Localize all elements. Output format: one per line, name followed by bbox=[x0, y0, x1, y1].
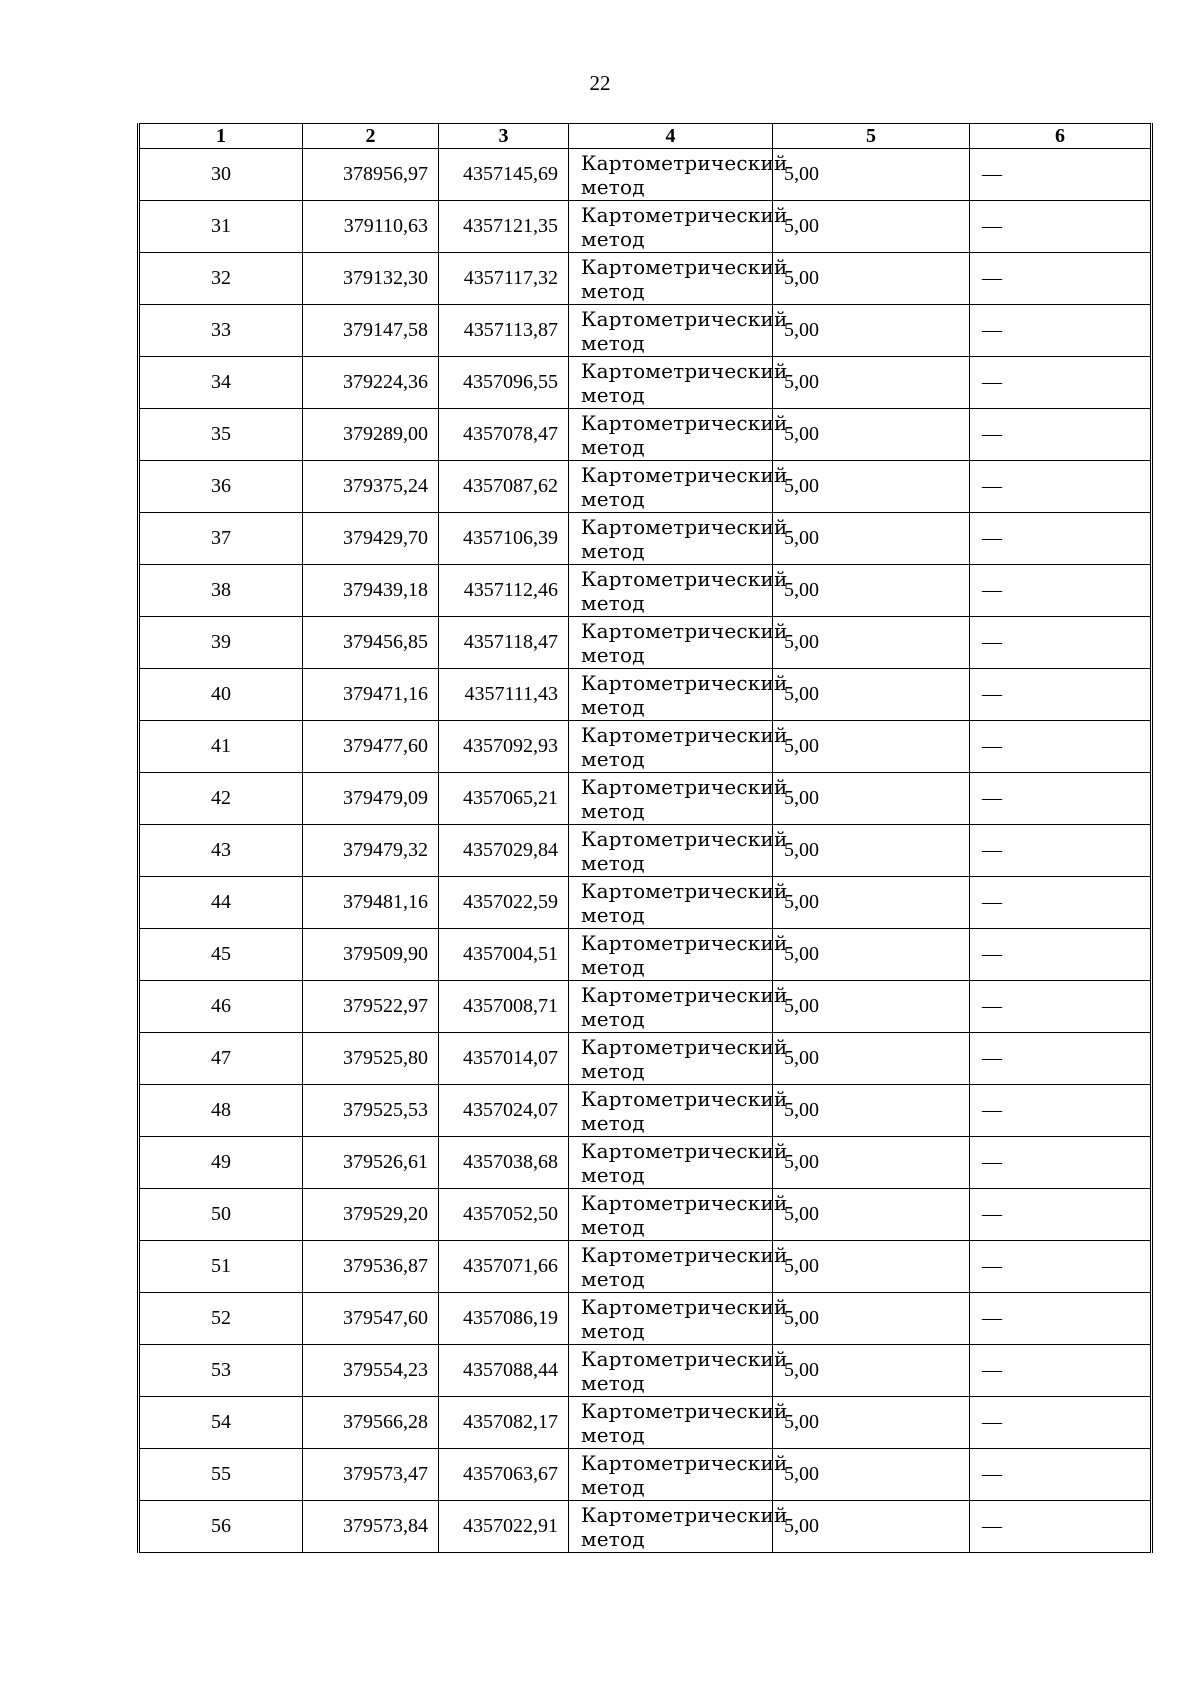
note-cell: — bbox=[970, 409, 1152, 461]
method-line-2: метод bbox=[581, 1318, 645, 1343]
x-coordinate-cell: 379224,36 bbox=[303, 357, 439, 409]
y-coordinate-cell: 4357004,51 bbox=[439, 929, 569, 981]
method-cell bbox=[569, 981, 788, 1033]
accuracy-cell: 5,00 bbox=[773, 1241, 970, 1293]
method-line-2: метод bbox=[581, 1006, 645, 1031]
point-number-cell: 33 bbox=[139, 305, 303, 357]
note-cell: — bbox=[970, 617, 1152, 669]
method-line-1: Картометрический bbox=[581, 254, 788, 279]
method-line-2: метод bbox=[581, 902, 645, 927]
method-line-2: метод bbox=[581, 1162, 645, 1187]
method-line-2: метод bbox=[581, 226, 645, 251]
note-cell: — bbox=[970, 721, 1152, 773]
note-cell: — bbox=[970, 877, 1152, 929]
method-line-1: Картометрический bbox=[581, 670, 788, 695]
note-cell: — bbox=[970, 825, 1152, 877]
table-row bbox=[139, 565, 1152, 617]
method-line-2: метод bbox=[581, 434, 645, 459]
table-row bbox=[139, 461, 1152, 513]
table-row bbox=[139, 201, 1152, 253]
column-header-1: 1 bbox=[139, 124, 303, 149]
page-number: 22 bbox=[589, 71, 611, 95]
method-line-2: метод bbox=[581, 954, 645, 979]
method-line-2: метод bbox=[581, 174, 645, 199]
method-line-1: Картометрический bbox=[581, 1086, 788, 1111]
point-number-cell: 35 bbox=[139, 409, 303, 461]
method-line-1: Картометрический bbox=[581, 774, 788, 799]
y-coordinate-cell: 4357071,66 bbox=[439, 1241, 569, 1293]
method-cell bbox=[569, 409, 788, 461]
method-cell bbox=[569, 565, 788, 617]
y-coordinate-cell: 4357014,07 bbox=[439, 1033, 569, 1085]
accuracy-cell: 5,00 bbox=[773, 565, 970, 617]
method-cell bbox=[569, 305, 788, 357]
method-line-1: Картометрический bbox=[581, 982, 788, 1007]
method-line-2: метод bbox=[581, 1266, 645, 1291]
method-line-1: Картометрический bbox=[581, 202, 788, 227]
point-number-cell: 56 bbox=[139, 1501, 303, 1553]
note-cell: — bbox=[970, 929, 1152, 981]
y-coordinate-cell: 4357145,69 bbox=[439, 149, 569, 201]
table-row bbox=[139, 357, 1152, 409]
note-cell: — bbox=[970, 565, 1152, 617]
table-row bbox=[139, 1449, 1152, 1501]
accuracy-cell: 5,00 bbox=[773, 1449, 970, 1501]
point-number-cell: 32 bbox=[139, 253, 303, 305]
column-header-4: 4 bbox=[569, 124, 773, 149]
method-line-1: Картометрический bbox=[581, 1450, 788, 1475]
method-line-1: Картометрический bbox=[581, 930, 788, 955]
accuracy-cell: 5,00 bbox=[773, 981, 970, 1033]
y-coordinate-cell: 4357022,59 bbox=[439, 877, 569, 929]
method-line-2: метод bbox=[581, 642, 645, 667]
method-cell bbox=[569, 1033, 788, 1085]
method-line-1: Картометрический bbox=[581, 514, 788, 539]
method-line-2: метод bbox=[581, 1422, 645, 1447]
table-row bbox=[139, 1033, 1152, 1085]
method-cell bbox=[569, 1241, 788, 1293]
method-line-2: метод bbox=[581, 694, 645, 719]
point-number-cell: 48 bbox=[139, 1085, 303, 1137]
point-number-cell: 40 bbox=[139, 669, 303, 721]
table-row bbox=[139, 929, 1152, 981]
method-line-2: метод bbox=[581, 1110, 645, 1135]
column-header-3: 3 bbox=[439, 124, 569, 149]
method-line-2: метод bbox=[581, 1370, 645, 1395]
note-cell: — bbox=[970, 1397, 1152, 1449]
accuracy-cell: 5,00 bbox=[773, 877, 970, 929]
point-number-cell: 44 bbox=[139, 877, 303, 929]
note-cell: — bbox=[970, 1137, 1152, 1189]
x-coordinate-cell: 379147,58 bbox=[303, 305, 439, 357]
x-coordinate-cell: 379522,97 bbox=[303, 981, 439, 1033]
point-number-cell: 36 bbox=[139, 461, 303, 513]
y-coordinate-cell: 4357029,84 bbox=[439, 825, 569, 877]
table-row bbox=[139, 1189, 1152, 1241]
point-number-cell: 49 bbox=[139, 1137, 303, 1189]
method-line-2: метод bbox=[581, 278, 645, 303]
y-coordinate-cell: 4357086,19 bbox=[439, 1293, 569, 1345]
note-cell: — bbox=[970, 773, 1152, 825]
point-number-cell: 53 bbox=[139, 1345, 303, 1397]
point-number-cell: 39 bbox=[139, 617, 303, 669]
note-cell: — bbox=[970, 1449, 1152, 1501]
x-coordinate-cell: 379132,30 bbox=[303, 253, 439, 305]
accuracy-cell: 5,00 bbox=[773, 409, 970, 461]
method-line-2: метод bbox=[581, 1058, 645, 1083]
y-coordinate-cell: 4357087,62 bbox=[439, 461, 569, 513]
x-coordinate-cell: 379479,09 bbox=[303, 773, 439, 825]
y-coordinate-cell: 4357008,71 bbox=[439, 981, 569, 1033]
method-line-2: метод bbox=[581, 746, 645, 771]
method-line-1: Картометрический bbox=[581, 1294, 788, 1319]
method-line-1: Картометрический bbox=[581, 150, 788, 175]
table-row bbox=[139, 1397, 1152, 1449]
method-line-1: Картометрический bbox=[581, 1398, 788, 1423]
y-coordinate-cell: 4357063,67 bbox=[439, 1449, 569, 1501]
x-coordinate-cell: 379479,32 bbox=[303, 825, 439, 877]
x-coordinate-cell: 379110,63 bbox=[303, 201, 439, 253]
point-number-cell: 51 bbox=[139, 1241, 303, 1293]
method-line-1: Картометрический bbox=[581, 1346, 788, 1371]
y-coordinate-cell: 4357111,43 bbox=[439, 669, 569, 721]
accuracy-cell: 5,00 bbox=[773, 1345, 970, 1397]
x-coordinate-cell: 379529,20 bbox=[303, 1189, 439, 1241]
x-coordinate-cell: 379471,16 bbox=[303, 669, 439, 721]
note-cell: — bbox=[970, 1033, 1152, 1085]
accuracy-cell: 5,00 bbox=[773, 669, 970, 721]
note-cell: — bbox=[970, 1241, 1152, 1293]
accuracy-cell: 5,00 bbox=[773, 1137, 970, 1189]
x-coordinate-cell: 379429,70 bbox=[303, 513, 439, 565]
y-coordinate-cell: 4357121,35 bbox=[439, 201, 569, 253]
method-cell bbox=[569, 773, 788, 825]
method-line-1: Картометрический bbox=[581, 566, 788, 591]
method-line-1: Картометрический bbox=[581, 410, 788, 435]
method-line-1: Картометрический bbox=[581, 826, 788, 851]
point-number-cell: 55 bbox=[139, 1449, 303, 1501]
note-cell: — bbox=[970, 461, 1152, 513]
coordinates-table bbox=[137, 123, 1153, 1553]
method-line-2: метод bbox=[581, 330, 645, 355]
note-cell: — bbox=[970, 1345, 1152, 1397]
table-row bbox=[139, 409, 1152, 461]
point-number-cell: 50 bbox=[139, 1189, 303, 1241]
y-coordinate-cell: 4357038,68 bbox=[439, 1137, 569, 1189]
y-coordinate-cell: 4357088,44 bbox=[439, 1345, 569, 1397]
y-coordinate-cell: 4357078,47 bbox=[439, 409, 569, 461]
accuracy-cell: 5,00 bbox=[773, 201, 970, 253]
accuracy-cell: 5,00 bbox=[773, 1293, 970, 1345]
note-cell: — bbox=[970, 1085, 1152, 1137]
x-coordinate-cell: 379525,53 bbox=[303, 1085, 439, 1137]
note-cell: — bbox=[970, 357, 1152, 409]
accuracy-cell: 5,00 bbox=[773, 357, 970, 409]
point-number-cell: 41 bbox=[139, 721, 303, 773]
x-coordinate-cell: 379481,16 bbox=[303, 877, 439, 929]
method-cell bbox=[569, 1345, 788, 1397]
method-line-1: Картометрический bbox=[581, 1242, 788, 1267]
method-cell bbox=[569, 1137, 788, 1189]
table-row bbox=[139, 721, 1152, 773]
method-line-2: метод bbox=[581, 1214, 645, 1239]
method-cell bbox=[569, 513, 788, 565]
table-row bbox=[139, 773, 1152, 825]
table-row bbox=[139, 1085, 1152, 1137]
table-row bbox=[139, 253, 1152, 305]
table-row bbox=[139, 669, 1152, 721]
column-header-5: 5 bbox=[773, 124, 970, 149]
accuracy-cell: 5,00 bbox=[773, 1501, 970, 1553]
accuracy-cell: 5,00 bbox=[773, 461, 970, 513]
y-coordinate-cell: 4357065,21 bbox=[439, 773, 569, 825]
method-line-1: Картометрический bbox=[581, 1138, 788, 1163]
method-cell bbox=[569, 669, 788, 721]
method-line-1: Картометрический bbox=[581, 722, 788, 747]
method-line-2: метод bbox=[581, 798, 645, 823]
method-cell bbox=[569, 1293, 788, 1345]
table-row bbox=[139, 1345, 1152, 1397]
method-cell bbox=[569, 877, 788, 929]
accuracy-cell: 5,00 bbox=[773, 721, 970, 773]
method-line-2: метод bbox=[581, 1526, 645, 1551]
table-row bbox=[139, 1241, 1152, 1293]
accuracy-cell: 5,00 bbox=[773, 825, 970, 877]
table-row bbox=[139, 877, 1152, 929]
note-cell: — bbox=[970, 1501, 1152, 1553]
accuracy-cell: 5,00 bbox=[773, 1189, 970, 1241]
x-coordinate-cell: 379509,90 bbox=[303, 929, 439, 981]
method-cell bbox=[569, 461, 788, 513]
x-coordinate-cell: 379375,24 bbox=[303, 461, 439, 513]
x-coordinate-cell: 378956,97 bbox=[303, 149, 439, 201]
method-cell bbox=[569, 1189, 788, 1241]
point-number-cell: 38 bbox=[139, 565, 303, 617]
table-row bbox=[139, 305, 1152, 357]
method-line-1: Картометрический bbox=[581, 306, 788, 331]
method-cell bbox=[569, 149, 788, 201]
y-coordinate-cell: 4357118,47 bbox=[439, 617, 569, 669]
note-cell: — bbox=[970, 253, 1152, 305]
note-cell: — bbox=[970, 1189, 1152, 1241]
x-coordinate-cell: 379526,61 bbox=[303, 1137, 439, 1189]
header-row bbox=[139, 124, 1152, 149]
point-number-cell: 45 bbox=[139, 929, 303, 981]
coordinates-table-wrapper bbox=[137, 123, 1150, 1553]
y-coordinate-cell: 4357113,87 bbox=[439, 305, 569, 357]
method-line-1: Картометрический bbox=[581, 1190, 788, 1215]
x-coordinate-cell: 379477,60 bbox=[303, 721, 439, 773]
x-coordinate-cell: 379554,23 bbox=[303, 1345, 439, 1397]
method-line-1: Картометрический bbox=[581, 1502, 788, 1527]
method-line-1: Картометрический bbox=[581, 462, 788, 487]
x-coordinate-cell: 379456,85 bbox=[303, 617, 439, 669]
y-coordinate-cell: 4357082,17 bbox=[439, 1397, 569, 1449]
accuracy-cell: 5,00 bbox=[773, 305, 970, 357]
accuracy-cell: 5,00 bbox=[773, 617, 970, 669]
y-coordinate-cell: 4357052,50 bbox=[439, 1189, 569, 1241]
y-coordinate-cell: 4357024,07 bbox=[439, 1085, 569, 1137]
method-cell bbox=[569, 825, 788, 877]
accuracy-cell: 5,00 bbox=[773, 929, 970, 981]
y-coordinate-cell: 4357092,93 bbox=[439, 721, 569, 773]
note-cell: — bbox=[970, 981, 1152, 1033]
method-line-2: метод bbox=[581, 1474, 645, 1499]
point-number-cell: 54 bbox=[139, 1397, 303, 1449]
method-cell bbox=[569, 1085, 788, 1137]
method-line-1: Картометрический bbox=[581, 618, 788, 643]
note-cell: — bbox=[970, 305, 1152, 357]
y-coordinate-cell: 4357096,55 bbox=[439, 357, 569, 409]
x-coordinate-cell: 379289,00 bbox=[303, 409, 439, 461]
note-cell: — bbox=[970, 669, 1152, 721]
method-line-1: Картометрический bbox=[581, 878, 788, 903]
point-number-cell: 37 bbox=[139, 513, 303, 565]
point-number-cell: 30 bbox=[139, 149, 303, 201]
table-row bbox=[139, 1137, 1152, 1189]
x-coordinate-cell: 379525,80 bbox=[303, 1033, 439, 1085]
method-cell bbox=[569, 929, 788, 981]
method-cell bbox=[569, 617, 788, 669]
y-coordinate-cell: 4357112,46 bbox=[439, 565, 569, 617]
table-body bbox=[139, 149, 1152, 1553]
table-row bbox=[139, 1501, 1152, 1553]
table-row bbox=[139, 149, 1152, 201]
accuracy-cell: 5,00 bbox=[773, 513, 970, 565]
point-number-cell: 43 bbox=[139, 825, 303, 877]
method-cell bbox=[569, 357, 788, 409]
table-header bbox=[139, 124, 1152, 149]
y-coordinate-cell: 4357106,39 bbox=[439, 513, 569, 565]
accuracy-cell: 5,00 bbox=[773, 1085, 970, 1137]
accuracy-cell: 5,00 bbox=[773, 1033, 970, 1085]
x-coordinate-cell: 379566,28 bbox=[303, 1397, 439, 1449]
column-header-6: 6 bbox=[970, 124, 1152, 149]
y-coordinate-cell: 4357022,91 bbox=[439, 1501, 569, 1553]
point-number-cell: 52 bbox=[139, 1293, 303, 1345]
table-row bbox=[139, 825, 1152, 877]
x-coordinate-cell: 379573,84 bbox=[303, 1501, 439, 1553]
method-cell bbox=[569, 253, 788, 305]
method-line-2: метод bbox=[581, 850, 645, 875]
method-cell bbox=[569, 201, 788, 253]
accuracy-cell: 5,00 bbox=[773, 253, 970, 305]
method-line-1: Картометрический bbox=[581, 358, 788, 383]
point-number-cell: 31 bbox=[139, 201, 303, 253]
point-number-cell: 42 bbox=[139, 773, 303, 825]
method-line-2: метод bbox=[581, 590, 645, 615]
table-row bbox=[139, 1293, 1152, 1345]
method-line-1: Картометрический bbox=[581, 1034, 788, 1059]
point-number-cell: 47 bbox=[139, 1033, 303, 1085]
method-cell bbox=[569, 1397, 788, 1449]
accuracy-cell: 5,00 bbox=[773, 149, 970, 201]
x-coordinate-cell: 379573,47 bbox=[303, 1449, 439, 1501]
method-cell bbox=[569, 1501, 788, 1553]
accuracy-cell: 5,00 bbox=[773, 773, 970, 825]
x-coordinate-cell: 379547,60 bbox=[303, 1293, 439, 1345]
note-cell: — bbox=[970, 513, 1152, 565]
note-cell: — bbox=[970, 149, 1152, 201]
method-line-2: метод bbox=[581, 382, 645, 407]
point-number-cell: 34 bbox=[139, 357, 303, 409]
accuracy-cell: 5,00 bbox=[773, 1397, 970, 1449]
method-line-2: метод bbox=[581, 486, 645, 511]
method-cell bbox=[569, 1449, 788, 1501]
table-row bbox=[139, 981, 1152, 1033]
x-coordinate-cell: 379439,18 bbox=[303, 565, 439, 617]
method-cell bbox=[569, 721, 788, 773]
table-row bbox=[139, 617, 1152, 669]
method-line-2: метод bbox=[581, 538, 645, 563]
y-coordinate-cell: 4357117,32 bbox=[439, 253, 569, 305]
column-header-2: 2 bbox=[303, 124, 439, 149]
note-cell: — bbox=[970, 1293, 1152, 1345]
note-cell: — bbox=[970, 201, 1152, 253]
table-row bbox=[139, 513, 1152, 565]
point-number-cell: 46 bbox=[139, 981, 303, 1033]
x-coordinate-cell: 379536,87 bbox=[303, 1241, 439, 1293]
